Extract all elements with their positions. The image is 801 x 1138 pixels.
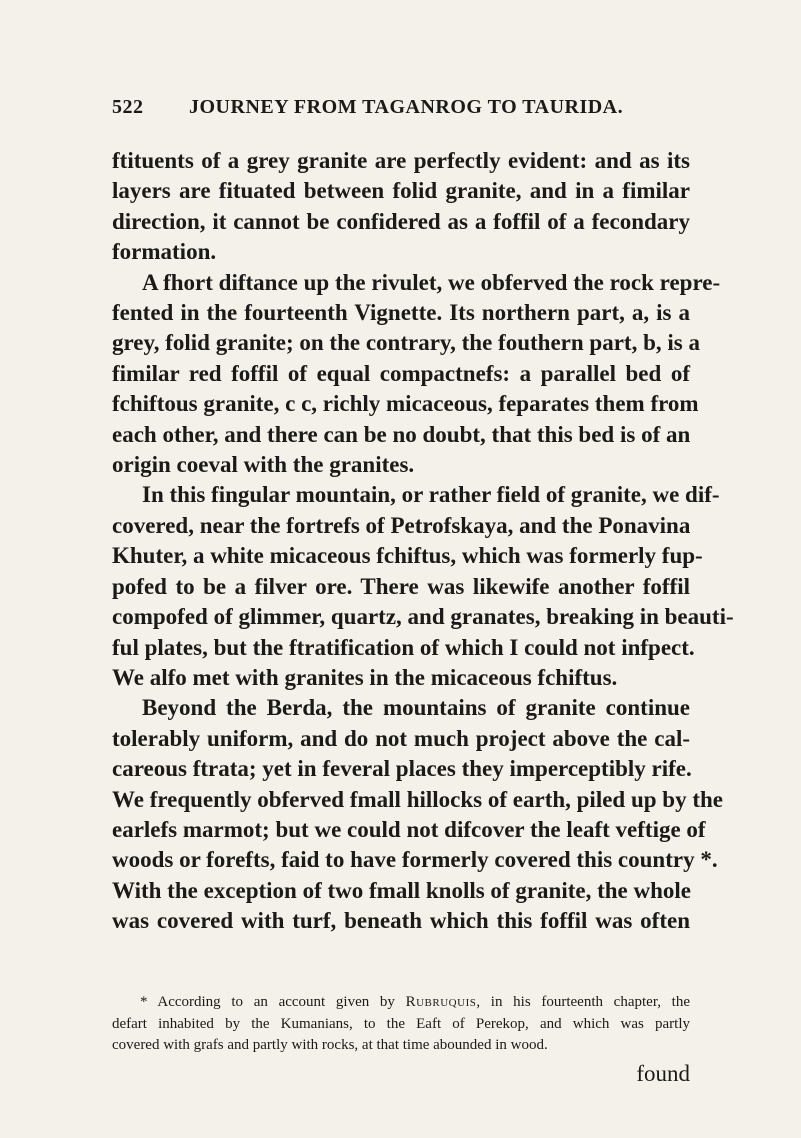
page-number: 522	[112, 96, 144, 118]
footnote-suffix: , in his fourteenth chapter, the	[476, 994, 690, 1010]
body-text	[112, 146, 734, 937]
body-line: careous ftrata; yet in feveral places they imperceptibly rife.	[112, 756, 692, 782]
body-line: compofed of glimmer, quartz, and granates, breaking in beauti-	[112, 604, 734, 630]
footnote-author: Rubruquis	[405, 994, 477, 1010]
footnote-line: defart inhabited by the Kumanians, to the Eaft of Perekop, and which was partly	[112, 1015, 690, 1032]
body-line: ftituents of a grey granite are perfectly evident: and as its	[112, 148, 690, 173]
running-title: JOURNEY FROM TAGANROG TO TAURIDA.	[189, 96, 624, 118]
body-line: We frequently obferved fmall hillocks of earth, piled up by the	[112, 786, 723, 812]
body-line: Beyond the Berda, the mountains of granite continue	[142, 695, 690, 721]
body-line: layers are fituated between folid granite, and in a fimilar	[112, 178, 690, 204]
body-line: was covered with turf, beneath which this foffil was often	[112, 908, 690, 934]
catchword: found	[636, 1061, 690, 1086]
body-line: pofed to be a filver ore. There was likewife another foffil	[112, 573, 690, 599]
footnote-line: covered with grafs and partly with rocks, at that time abounded in wood.	[112, 1037, 548, 1053]
body-line: each other, and there can be no doubt, that this bed is of an	[112, 421, 691, 447]
body-line: direction, it cannot be confidered as a foffil of a fecondary	[112, 208, 690, 234]
body-line: earlefs marmot; but we could not difcover the leaft veftige of	[112, 816, 706, 842]
page-header	[112, 96, 672, 119]
body-line: In this fingular mountain, or rather field of granite, we dif-	[142, 482, 720, 508]
body-line: woods or forefts, faid to have formerly covered this country *.	[112, 847, 718, 873]
body-line: formation.	[112, 239, 217, 265]
body-line: tolerably uniform, and do not much project above the cal-	[112, 725, 690, 751]
footnote	[112, 992, 690, 1057]
body-line: With the exception of two fmall knolls of granite, the whole	[112, 877, 692, 903]
body-line: fimilar red foffil of equal compactnefs: a parallel bed of	[112, 360, 690, 386]
footnote-prefix: * According to an account given by	[140, 994, 406, 1010]
body-line: Khuter, a white micaceous fchiftus, which was formerly fup-	[112, 543, 703, 569]
body-line: A fhort diftance up the rivulet, we obferved the rock repre-	[142, 269, 721, 295]
body-line: covered, near the fortrefs of Petrofskaya, and the Ponavina	[112, 512, 691, 538]
body-line: origin coeval with the granites.	[112, 452, 415, 478]
body-line: We alfo met with granites in the micaceous fchiftus.	[112, 664, 618, 690]
footnote-line	[112, 992, 690, 1014]
body-line: fented in the fourteenth Vignette. Its northern part, a, is a	[112, 300, 690, 326]
body-line: fchiftous granite, c c, richly micaceous, feparates them from	[112, 391, 699, 417]
body-line: ful plates, but the ftratification of which I could not infpect.	[112, 634, 695, 660]
body-line: grey, folid granite; on the contrary, the fouthern part, b, is a	[112, 330, 700, 356]
